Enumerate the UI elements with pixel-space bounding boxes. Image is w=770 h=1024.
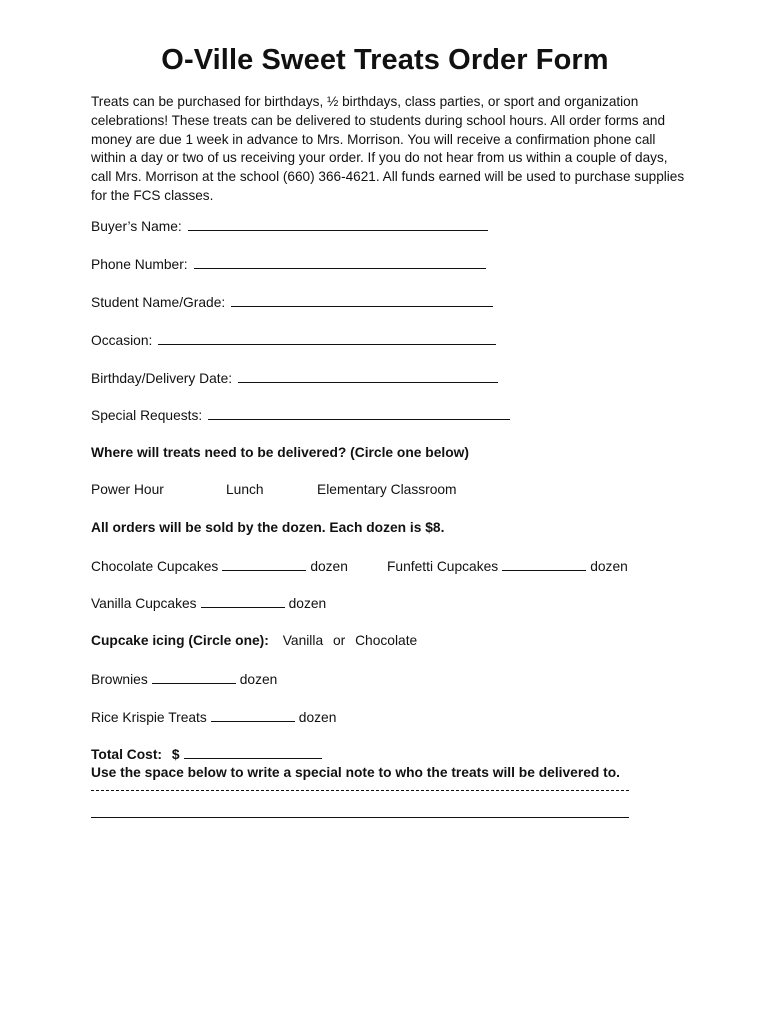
occasion-label: Occasion: xyxy=(91,333,153,348)
rice-krispie-treats-label: Rice Krispie Treats xyxy=(91,710,207,725)
brownies-unit: dozen xyxy=(239,672,278,687)
funfetti-cupcakes-unit: dozen xyxy=(590,559,628,574)
icing-or: or xyxy=(332,633,346,648)
chocolate-cupcakes-label: Chocolate Cupcakes xyxy=(91,559,219,574)
rice-krispie-treats-quantity-field[interactable] xyxy=(211,709,295,722)
delivery-option-elementary-classroom[interactable]: Elementary Classroom xyxy=(317,482,457,497)
student-name-grade-row xyxy=(91,294,493,310)
chocolate-cupcakes-quantity-field[interactable] xyxy=(222,558,306,571)
funfetti-cupcakes-quantity-field[interactable] xyxy=(502,558,586,571)
funfetti-cupcakes-label: Funfetti Cupcakes xyxy=(387,559,499,574)
cupcake-icing-label: Cupcake icing (Circle one): xyxy=(91,633,269,648)
buyer-name-label: Buyer’s Name: xyxy=(91,219,182,234)
vanilla-cupcakes-label: Vanilla Cupcakes xyxy=(91,596,197,611)
phone-number-field[interactable] xyxy=(194,256,486,269)
total-cost-row xyxy=(91,746,326,762)
vanilla-cupcakes-row xyxy=(91,595,326,611)
student-name-grade-field[interactable] xyxy=(231,294,493,307)
birthday-delivery-date-field[interactable] xyxy=(238,370,498,383)
phone-number-row xyxy=(91,256,486,272)
special-requests-row xyxy=(91,407,510,423)
vanilla-cupcakes-unit: dozen xyxy=(288,596,327,611)
rice-krispie-treats-row xyxy=(91,709,336,725)
pricing-note: All orders will be sold by the dozen. Each dozen is $8. xyxy=(91,520,445,535)
phone-number-label: Phone Number: xyxy=(91,257,188,272)
occasion-row xyxy=(91,332,496,348)
delivery-option-lunch[interactable]: Lunch xyxy=(226,482,264,497)
total-cost-label: Total Cost: xyxy=(91,747,163,762)
buyer-name-field[interactable] xyxy=(188,218,488,231)
brownies-quantity-field[interactable] xyxy=(152,671,236,684)
note-instruction: Use the space below to write a special note to who the treats will be delivered to. xyxy=(91,765,621,780)
occasion-field[interactable] xyxy=(158,332,496,345)
special-requests-field[interactable] xyxy=(208,407,510,420)
icing-option-chocolate[interactable]: Chocolate xyxy=(355,633,418,648)
intro-paragraph: Treats can be purchased for birthdays, ½ birthdays, class parties, or sport and organization celebrations! These treats can be delivered to students during school hours. All order forms and money are due 1 week in advance to Mrs. Morrison. You will receive a confirmation phone call within a day or two of us receiving your order. If you do not hear from us within a couple of days, call Mrs. Morrison at the school (660) 366-4621. All funds earned will be used to purchase supplies for the FCS classes. xyxy=(91,94,685,203)
student-name-grade-label: Student Name/Grade: xyxy=(91,295,226,310)
funfetti-cupcakes-row xyxy=(387,558,628,574)
special-requests-label: Special Requests: xyxy=(91,408,203,423)
birthday-delivery-date-label: Birthday/Delivery Date: xyxy=(91,371,233,386)
form-title: O-Ville Sweet Treats Order Form xyxy=(161,44,609,76)
delivery-question: Where will treats need to be delivered? (Circle one below) xyxy=(91,445,469,460)
rice-krispie-treats-unit: dozen xyxy=(298,710,337,725)
chocolate-cupcakes-row xyxy=(91,558,348,574)
buyer-name-row xyxy=(91,218,488,234)
chocolate-cupcakes-unit: dozen xyxy=(310,559,348,574)
icing-option-vanilla[interactable]: Vanilla xyxy=(282,633,324,648)
vanilla-cupcakes-quantity-field[interactable] xyxy=(201,595,285,608)
delivery-option-power-hour[interactable]: Power Hour xyxy=(91,482,164,497)
note-line[interactable] xyxy=(91,817,629,818)
brownies-label: Brownies xyxy=(91,672,148,687)
brownies-row xyxy=(91,671,277,687)
total-cost-currency: $ xyxy=(171,747,180,762)
note-line-dashed[interactable] xyxy=(91,790,629,791)
birthday-delivery-date-row xyxy=(91,370,498,386)
total-cost-field[interactable] xyxy=(184,746,322,759)
cupcake-icing-row xyxy=(91,633,417,648)
